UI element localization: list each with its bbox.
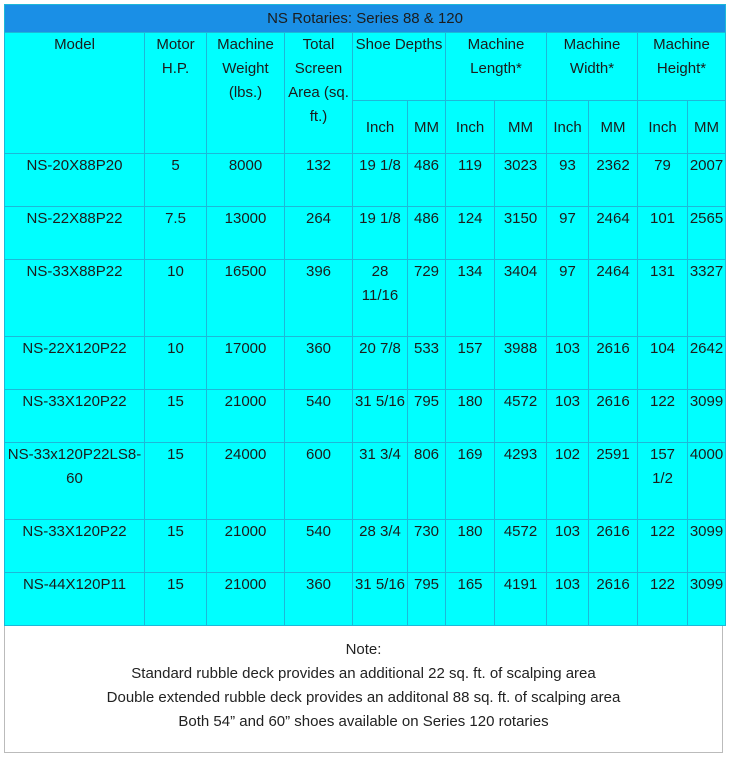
cell: 533 [408,337,446,390]
cell: 4293 [495,443,547,520]
table-row [5,390,726,443]
cell: NS-33X88P22 [5,260,145,337]
unit-header: MM [408,101,446,154]
table-row [5,207,726,260]
cell: 31 5/16 [353,573,408,626]
note-heading: Note: [345,641,382,658]
cell: 3099 [688,520,726,573]
cell: 2464 [589,207,638,260]
note-line: Double extended rubble deck provides an additonal 88 sq. ft. of scalping area [106,689,621,706]
cell: NS-33X120P22 [5,390,145,443]
cell: 19 1/8 [353,207,408,260]
cell: 15 [145,520,207,573]
table-row [5,337,726,390]
cell: 600 [285,443,353,520]
header-model: Model [5,33,145,154]
cell: NS-33X120P22 [5,520,145,573]
unit-header: Inch [353,101,408,154]
cell: 31 5/16 [353,390,408,443]
cell: 101 [638,207,688,260]
cell: 729 [408,260,446,337]
cell: 169 [446,443,495,520]
cell: 795 [408,390,446,443]
cell: 93 [547,154,589,207]
cell: 104 [638,337,688,390]
cell: NS-33x120P22LS8-60 [5,443,145,520]
header-shoe-depths: Shoe Depths [353,33,446,101]
unit-header: Inch [547,101,589,154]
cell: 3404 [495,260,547,337]
cell: NS-44X120P11 [5,573,145,626]
cell: 28 11/16 [353,260,408,337]
table-body [5,154,726,626]
header-motor: Motor H.P. [145,33,207,154]
cell: 21000 [207,390,285,443]
cell: 103 [547,337,589,390]
cell: 2616 [589,520,638,573]
table-row [5,520,726,573]
cell: 21000 [207,573,285,626]
header-width: Machine Width* [547,33,638,101]
unit-header: Inch [638,101,688,154]
cell: 24000 [207,443,285,520]
cell: 122 [638,520,688,573]
cell: 15 [145,443,207,520]
header-length: Machine Length* [446,33,547,101]
cell: NS-22X120P22 [5,337,145,390]
cell: 730 [408,520,446,573]
cell: 4572 [495,520,547,573]
cell: 119 [446,154,495,207]
cell: 103 [547,390,589,443]
cell: 19 1/8 [353,154,408,207]
cell: 795 [408,573,446,626]
cell: 2565 [688,207,726,260]
cell: 10 [145,337,207,390]
cell: 28 3/4 [353,520,408,573]
cell: 360 [285,573,353,626]
cell: 122 [638,390,688,443]
cell: 3988 [495,337,547,390]
cell: 97 [547,260,589,337]
cell: 3099 [688,573,726,626]
unit-header: MM [688,101,726,154]
cell: 103 [547,520,589,573]
table-row [5,260,726,337]
cell: NS-20X88P20 [5,154,145,207]
cell: 4000 [688,443,726,520]
cell: 2007 [688,154,726,207]
cell: 360 [285,337,353,390]
cell: 540 [285,520,353,573]
cell: 79 [638,154,688,207]
cell: 2616 [589,573,638,626]
table-row [5,443,726,520]
note-line: Both 54” and 60” shoes available on Series 120 rotaries [178,713,549,730]
cell: 13000 [207,207,285,260]
cell: 132 [285,154,353,207]
cell: 2362 [589,154,638,207]
cell: 15 [145,573,207,626]
cell: 3150 [495,207,547,260]
unit-header: MM [589,101,638,154]
cell: 180 [446,520,495,573]
cell: 2616 [589,337,638,390]
cell: 2591 [589,443,638,520]
cell: 264 [285,207,353,260]
table-row [5,154,726,207]
cell: 5 [145,154,207,207]
header-screen-area: Total Screen Area (sq. ft.) [285,33,353,154]
cell: 157 [446,337,495,390]
cell: 806 [408,443,446,520]
cell: 157 1/2 [638,443,688,520]
cell: 16500 [207,260,285,337]
cell: 7.5 [145,207,207,260]
header-weight: Machine Weight (lbs.) [207,33,285,154]
cell: 103 [547,573,589,626]
cell: 134 [446,260,495,337]
cell: 15 [145,390,207,443]
cell: 2642 [688,337,726,390]
cell: 165 [446,573,495,626]
spec-table-container [4,4,725,753]
cell: 180 [446,390,495,443]
spec-table [4,4,726,626]
note-line: Standard rubble deck provides an additional 22 sq. ft. of scalping area [131,665,596,682]
table-title: NS Rotaries: Series 88 & 120 [5,5,726,33]
cell: 10 [145,260,207,337]
cell: 8000 [207,154,285,207]
cell: 4572 [495,390,547,443]
cell: 131 [638,260,688,337]
header-height: Machine Height* [638,33,726,101]
cell: 3099 [688,390,726,443]
cell: 102 [547,443,589,520]
cell: NS-22X88P22 [5,207,145,260]
table-row [5,573,726,626]
cell: 20 7/8 [353,337,408,390]
cell: 2616 [589,390,638,443]
cell: 31 3/4 [353,443,408,520]
note-box [4,626,723,753]
cell: 486 [408,207,446,260]
cell: 4191 [495,573,547,626]
cell: 2464 [589,260,638,337]
unit-header: MM [495,101,547,154]
cell: 21000 [207,520,285,573]
cell: 486 [408,154,446,207]
cell: 124 [446,207,495,260]
cell: 17000 [207,337,285,390]
cell: 3023 [495,154,547,207]
cell: 3327 [688,260,726,337]
unit-header: Inch [446,101,495,154]
cell: 540 [285,390,353,443]
cell: 97 [547,207,589,260]
cell: 396 [285,260,353,337]
cell: 122 [638,573,688,626]
